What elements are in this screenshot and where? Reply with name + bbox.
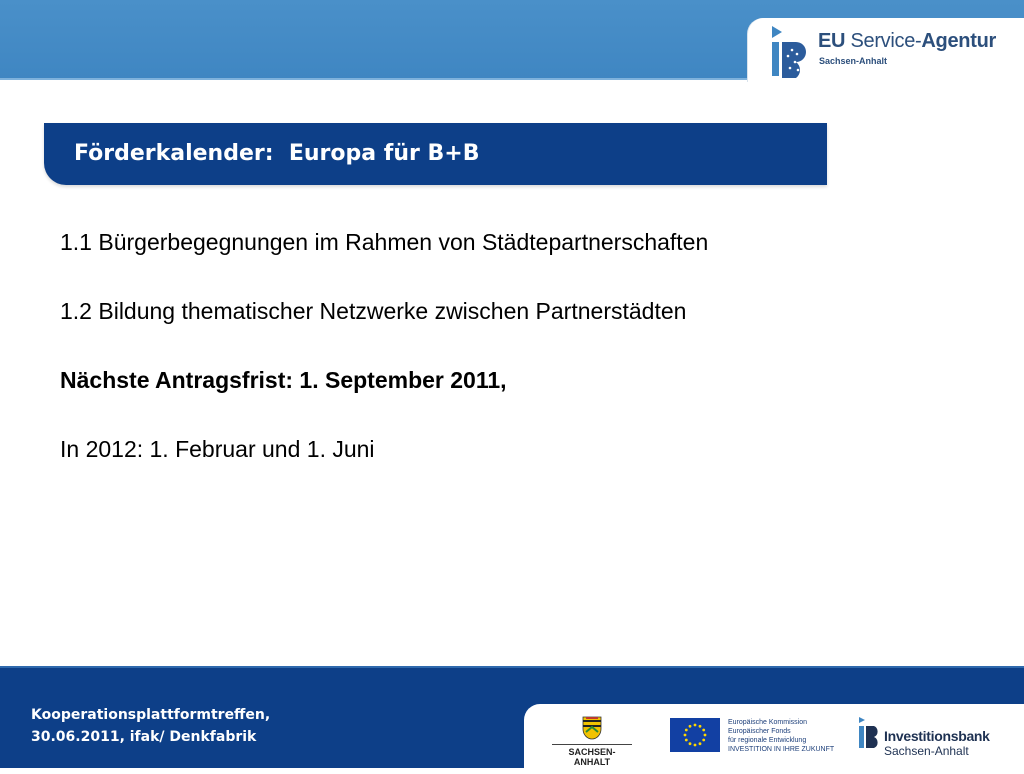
footer-line-1: Kooperationsplattformtreffen,	[31, 707, 271, 723]
investitionsbank-logo	[858, 716, 988, 760]
slide-title: Förderkalender: Europa für B+B	[74, 141, 480, 166]
eu-service-agentur-mark-icon	[770, 24, 808, 80]
eu-fund-line-3: für regionale Entwicklung	[728, 737, 807, 744]
footer-band	[0, 666, 1024, 768]
footer-event-text	[31, 704, 270, 748]
sachsen-anhalt-label: SACHSEN-ANHALT	[552, 744, 632, 767]
footer-line-2: 30.06.2011, ifak/ Denkfabrik	[31, 729, 257, 745]
slide-title-bar	[44, 123, 827, 185]
crest-icon	[582, 716, 602, 740]
logo-title: EU Service-Agentur	[818, 30, 996, 52]
eu-fund-text	[728, 718, 834, 754]
note-2012: In 2012: 1. Februar und 1. Juni	[60, 436, 375, 462]
item-1-1: 1.1 Bürgerbegegnungen im Rahmen von Städtepartnerschaften	[60, 229, 709, 255]
deadline-text: Nächste Antragsfrist: 1. September 2011,	[60, 367, 507, 393]
investitionsbank-subtitle: Sachsen-Anhalt	[884, 744, 969, 758]
investitionsbank-mark-icon	[858, 716, 880, 750]
eu-fund-line-1: Europäische Kommission	[728, 719, 807, 726]
eu-fund-line-2: Europäischer Fonds	[728, 728, 791, 735]
logo-subtitle: Sachsen-Anhalt	[819, 56, 888, 66]
partner-logos-panel	[524, 704, 1024, 774]
eu-flag-icon	[670, 718, 720, 752]
item-1-2: 1.2 Bildung thematischer Netzwerke zwischen Partnerstädten	[60, 298, 687, 324]
slide-content	[60, 226, 740, 502]
sachsen-anhalt-logo	[552, 716, 632, 766]
investitionsbank-title: Investitionsbank	[884, 728, 990, 744]
eu-service-agentur-logo	[748, 18, 1024, 82]
eu-fund-line-4: INVESTITION IN IHRE ZUKUNFT	[728, 746, 835, 753]
